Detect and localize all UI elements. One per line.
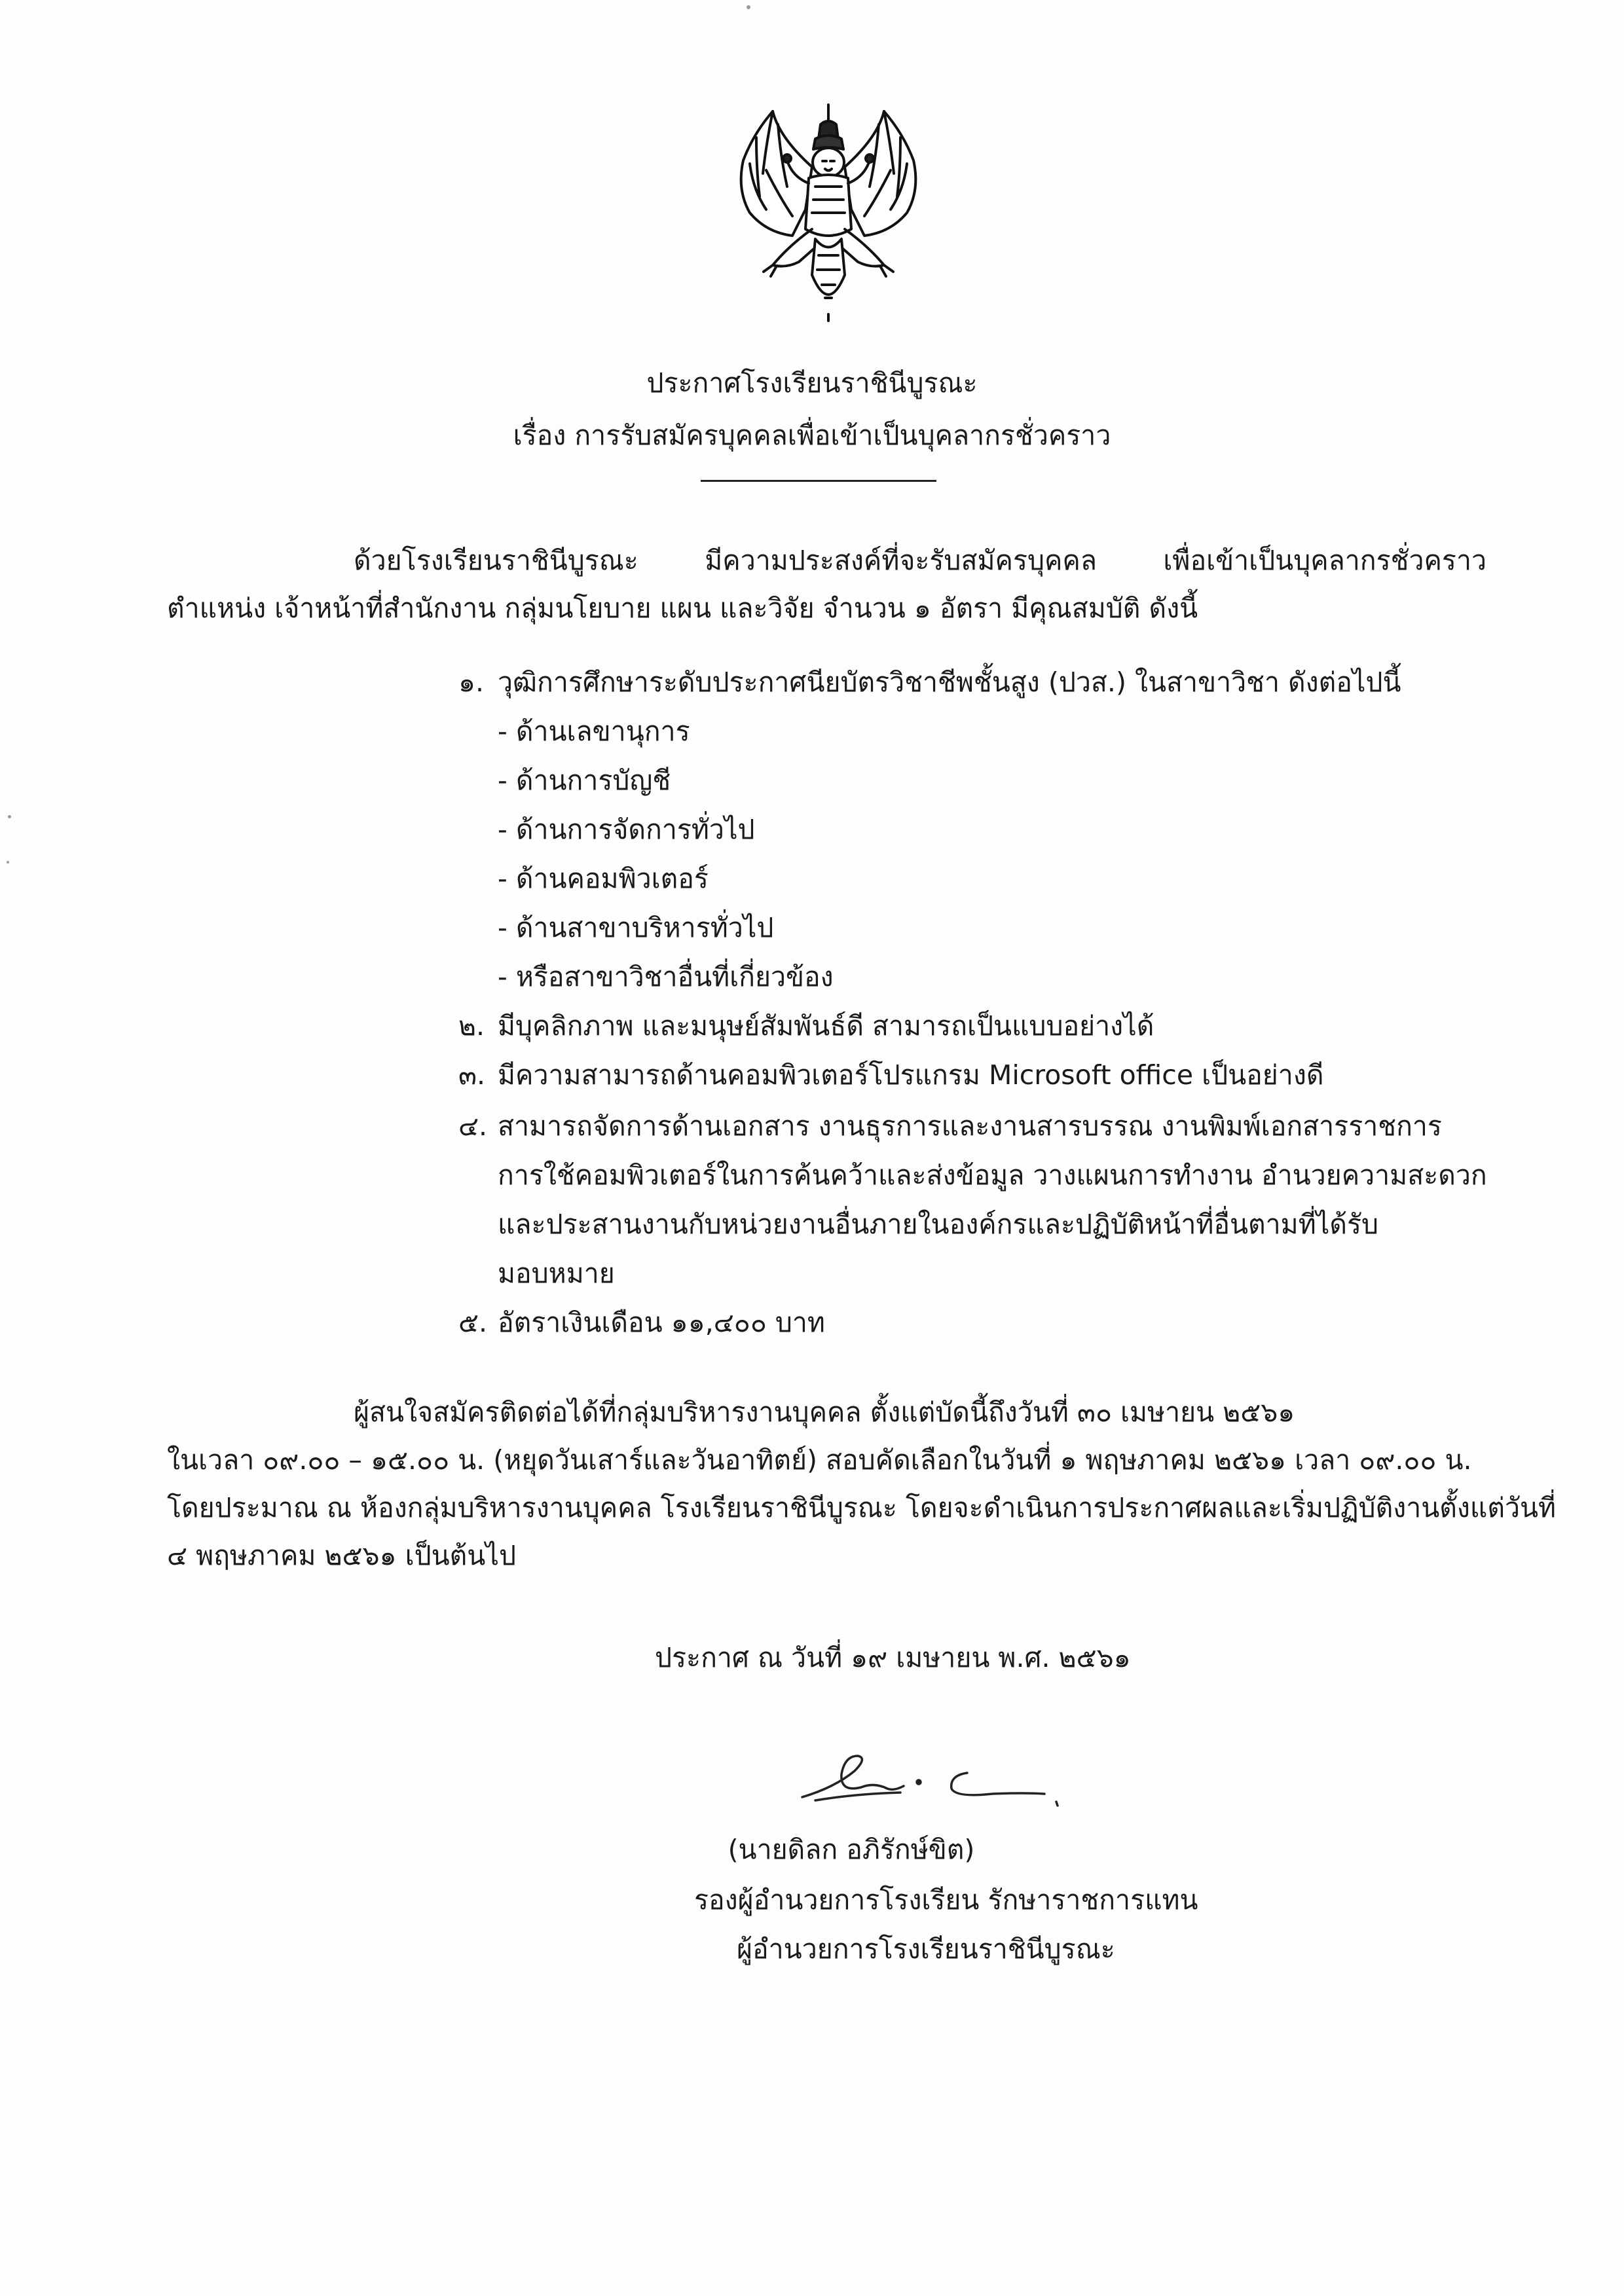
signatory-name: (นายดิลก อภิรักษ์ขิต) <box>728 1834 975 1865</box>
qualification-1-number: ๑. <box>458 666 485 698</box>
qualification-4-line: การใช้คอมพิวเตอร์ในการค้นคว้าและส่งข้อมูล วางแผนการทำงาน อำนวยความสะดวก <box>498 1159 1487 1191</box>
contact-line-3: โดยประมาณ ณ ห้องกลุ่มบริหารงานบุคคล โรงเรียนราชินีบูรณะ โดยจะดำเนินการประกาศผลและเริ่มปฏิบัติงานตั้งแต่วันที่ <box>167 1492 1557 1523</box>
announcement-subject: เรื่อง การรับสมัครบุคคลเพื่อเข้าเป็นบุคลากรชั่วคราว <box>513 420 1111 451</box>
subject-item: - ด้านการจัดการทั่วไป <box>498 814 755 845</box>
scan-speck <box>7 861 9 864</box>
garuda-emblem-icon <box>727 98 930 324</box>
intro-line-2: ตำแหน่ง เจ้าหน้าที่สำนักงาน กลุ่มนโยบาย แผน และวิจัย จำนวน ๑ อัตรา มีคุณสมบัติ ดังนี้ <box>167 592 1198 624</box>
intro-line-1: ด้วยโรงเรียนราชินีบูรณะ มีความประสงค์ที่จะรับสมัครบุคคล เพื่อเข้าเป็นบุคลากรชั่วคราว <box>354 545 1486 576</box>
contact-line-1: ผู้สนใจสมัครติดต่อได้ที่กลุ่มบริหารงานบุคคล ตั้งแต่บัดนี้ถึงวันที่ ๓๐ เมษายน ๒๕๖๑ <box>354 1396 1295 1428</box>
qualification-1-text: วุฒิการศึกษาระดับประกาศนียบัตรวิชาชีพชั้นสูง (ปวส.) ในสาขาวิชา ดังต่อไปนี้ <box>498 666 1401 698</box>
qualification-4-line: สามารถจัดการด้านเอกสาร งานธุรการและงานสารบรรณ งานพิมพ์เอกสารราชการ <box>498 1110 1442 1142</box>
title-underline <box>701 480 936 482</box>
qualification-4-number: ๔. <box>458 1110 488 1142</box>
qualification-5-text: อัตราเงินเดือน ๑๑,๔๐๐ บาท <box>498 1307 825 1338</box>
subject-item: - ด้านการบัญชี <box>498 765 671 796</box>
subject-item: - หรือสาขาวิชาอื่นที่เกี่ยวข้อง <box>498 961 834 993</box>
contact-line-4: ๔ พฤษภาคม ๒๕๖๑ เป็นต้นไป <box>167 1540 516 1571</box>
qualification-5-number: ๕. <box>458 1307 488 1338</box>
scan-speck <box>747 5 750 9</box>
qualification-3-text: มีความสามารถด้านคอมพิวเตอร์โปรแกรม Microsoft office เป็นอย่างดี <box>498 1059 1324 1091</box>
qualification-3-number: ๓. <box>458 1059 486 1091</box>
handwritten-signature <box>796 1741 1071 1813</box>
qualification-2-number: ๒. <box>458 1010 485 1042</box>
scan-speck <box>8 815 11 818</box>
announcement-title: ประกาศโรงเรียนราชินีบูรณะ <box>646 367 978 399</box>
qualification-4-line: มอบหมาย <box>498 1258 615 1289</box>
signatory-position-2: ผู้อำนวยการโรงเรียนราชินีบูรณะ <box>737 1933 1115 1965</box>
subject-item: - ด้านเลขานุการ <box>498 716 690 747</box>
subject-item: - ด้านคอมพิวเตอร์ <box>498 863 709 894</box>
signatory-position-1: รองผู้อำนวยการโรงเรียน รักษาราชการแทน <box>694 1884 1198 1916</box>
qualification-4-line: และประสานงานกับหน่วยงานอื่นภายในองค์กรและปฏิบัติหน้าที่อื่นตามที่ได้รับ <box>498 1209 1379 1240</box>
qualification-2-text: มีบุคลิกภาพ และมนุษย์สัมพันธ์ดี สามารถเป็นแบบอย่างได้ <box>498 1010 1154 1042</box>
contact-line-2: ในเวลา ๐๙.๐๐ – ๑๕.๐๐ น. (หยุดวันเสาร์และวันอาทิตย์) สอบคัดเลือกในวันที่ ๑ พฤษภาคม ๒๕๖๑ เวลา ๐๙.๐๐ น. <box>167 1444 1472 1476</box>
subject-item: - ด้านสาขาบริหารทั่วไป <box>498 912 774 943</box>
announcement-date: ประกาศ ณ วันที่ ๑๙ เมษายน พ.ศ. ๒๕๖๑ <box>655 1642 1131 1673</box>
